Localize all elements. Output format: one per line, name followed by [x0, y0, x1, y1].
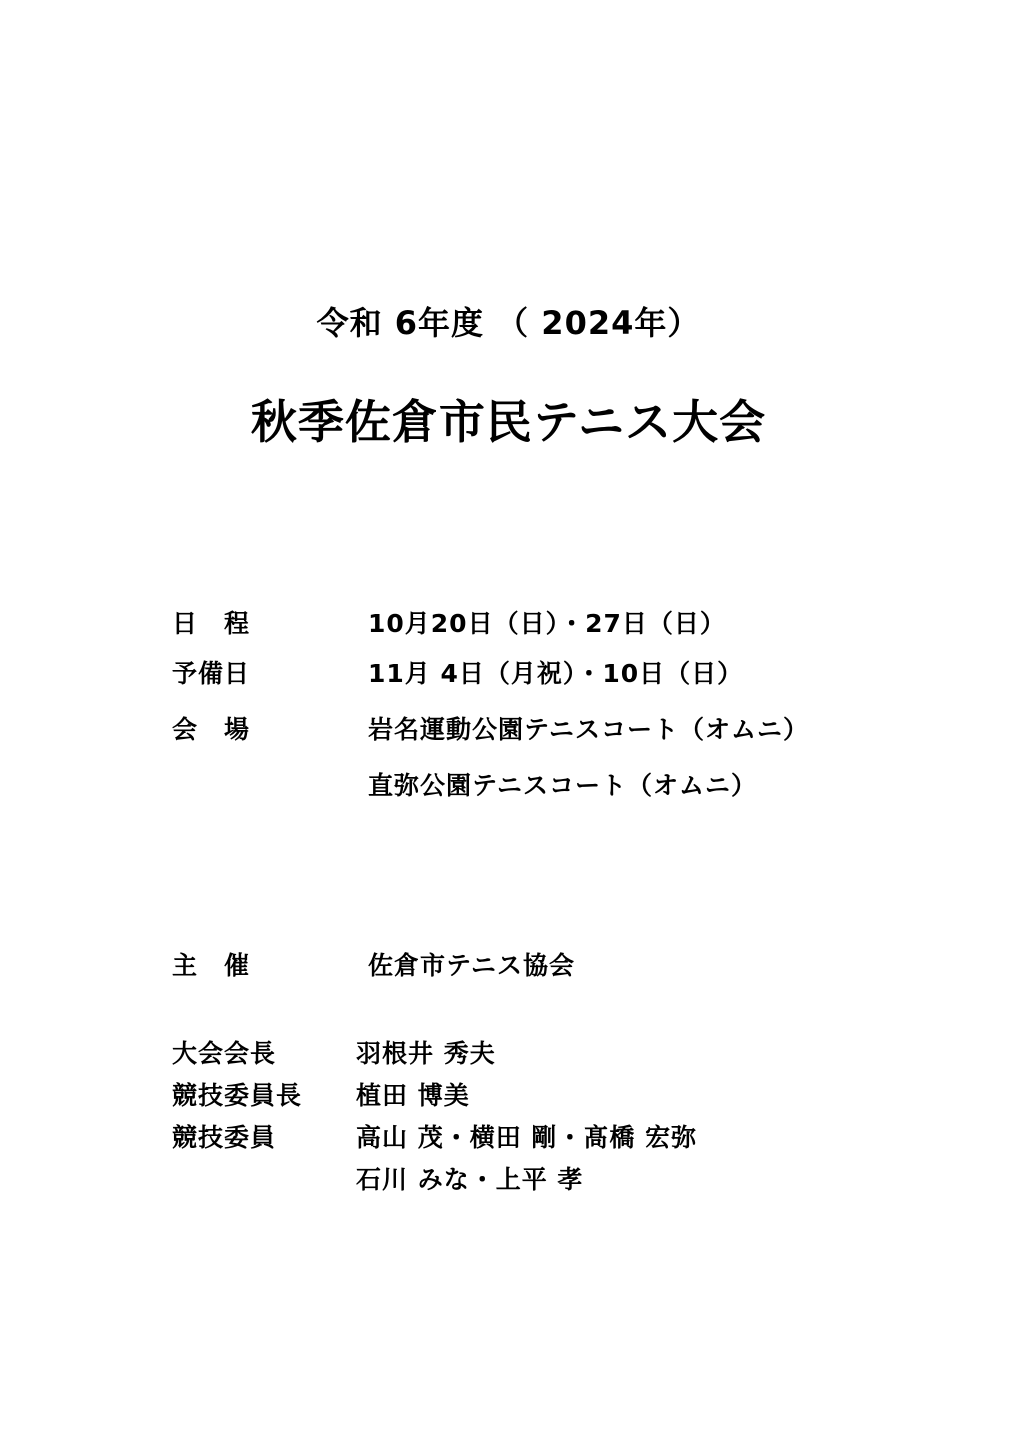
committee-chair-label: 競技委員長 — [172, 1081, 303, 1110]
venue-value-1: 岩名運動公園テニスコート（オムニ） — [368, 715, 810, 744]
president-value: 羽根井 秀夫 — [356, 1039, 496, 1068]
committee-members-line-2: 石川 みな・上平 孝 — [356, 1165, 584, 1194]
schedule-label: 日 程 — [172, 609, 251, 638]
venue-value-2: 直弥公園テニスコート（オムニ） — [368, 771, 758, 800]
committee-members-label: 競技委員 — [172, 1123, 277, 1152]
year-heading: 令和 6年度 （ 2024年） — [316, 304, 701, 342]
reserve-day-value: 11月 4日（月祝）・10日（日） — [368, 659, 744, 688]
venue-label: 会 場 — [172, 715, 251, 744]
committee-members-line-1: 高山 茂・横田 剛・髙橋 宏弥 — [356, 1123, 698, 1152]
committee-chair-value: 植田 博美 — [356, 1081, 470, 1110]
president-label: 大会会長 — [172, 1039, 277, 1068]
event-title: 秋季佐倉市民テニス大会 — [250, 395, 767, 449]
organizer-label: 主 催 — [172, 951, 251, 980]
schedule-value: 10月20日（日）・27日（日） — [368, 609, 726, 638]
organizer-value: 佐倉市テニス協会 — [368, 951, 576, 980]
reserve-day-label: 予備日 — [172, 659, 251, 688]
